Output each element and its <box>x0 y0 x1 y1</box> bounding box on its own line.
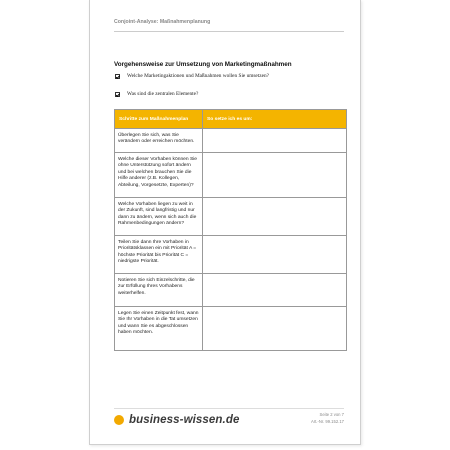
step-text: Teilen Sie dann Ihre Vorhaben in Prioritätsklassen ein mit Priorität A = höchste Priorität bis Priorität C = niedrigste Priorität. <box>118 240 197 265</box>
step-cell <box>115 153 203 198</box>
page-number: Seite 2 von 7 <box>319 412 344 417</box>
table-row <box>115 307 347 351</box>
footer-divider <box>114 408 344 409</box>
header-divider <box>114 31 344 32</box>
table-row <box>115 236 347 274</box>
action-plan-table <box>114 109 347 351</box>
response-cell[interactable] <box>203 274 347 307</box>
column-header-implementation: So setze ich es um: <box>203 110 347 129</box>
step-cell <box>115 198 203 236</box>
step-cell <box>115 307 203 351</box>
page-info <box>311 412 344 425</box>
logo-dot-icon <box>114 415 124 425</box>
business-wissen-logo <box>114 414 239 426</box>
checked-checkbox-icon <box>115 74 120 79</box>
document-header: Conjoint-Analyse: Maßnahmenplanung <box>114 19 211 25</box>
checked-checkbox-icon <box>115 92 120 97</box>
table-row <box>115 153 347 198</box>
article-number: Art.-Nr. 99.152.17 <box>310 418 344 424</box>
step-cell <box>115 274 203 307</box>
step-cell <box>115 236 203 274</box>
response-cell[interactable] <box>203 153 347 198</box>
response-cell[interactable] <box>203 129 347 153</box>
table-row <box>115 274 347 307</box>
response-cell[interactable] <box>203 198 347 236</box>
step-text: Überlegen Sie sich, was Sie verändern oder erreichen möchten. <box>118 133 195 145</box>
step-text: Welche dieser Vorhaben können Sie ohne Unterstützung sofort ändern und bei welchen brauchen Sie die Hilfe anderer (z.B. Kollegen, Abteilung, Vorgesetzte, Experten)? <box>118 157 198 188</box>
logo-text: business-wissen.de <box>129 414 240 426</box>
step-text: Welche Vorhaben liegen zu weit in der Zukunft, sind langfristig und nur dann zu ändern, wenn sich auch die Rahmenbedingungen ändern? <box>118 202 197 227</box>
question-item <box>115 91 198 97</box>
column-header-steps: Schritte zum Maßnahmenplan <box>115 110 203 129</box>
table-header-row <box>115 110 347 129</box>
question-item <box>115 73 269 79</box>
question-text: Welche Marketingaktionen und Maßnahmen wollen Sie umsetzen? <box>127 73 269 79</box>
step-cell <box>115 129 203 153</box>
question-text: Was sind die zentralen Elemente? <box>127 91 199 97</box>
response-cell[interactable] <box>203 307 347 351</box>
document-title: Vorgehensweise zur Umsetzung von Marketingmaßnahmen <box>114 61 292 68</box>
table-row <box>115 129 347 153</box>
document-page <box>89 0 361 445</box>
response-cell[interactable] <box>203 236 347 274</box>
table-row <box>115 198 347 236</box>
step-text: Legen Sie einen Zeitpunkt fest, wann Sie Ihr Vorhaben in die Tat umsetzen und wann Sie es abgeschlossen haben möchten. <box>118 311 199 336</box>
step-text: Notieren Sie sich Einzelschritte, die zur Erfüllung Ihres Vorhabens weiterhelfen. <box>118 278 195 296</box>
